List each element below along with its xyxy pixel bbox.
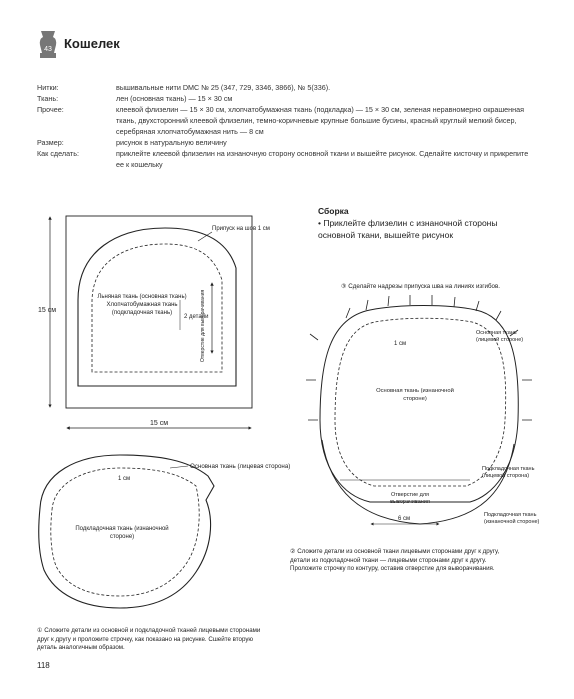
seam-label: 1 см: [394, 341, 407, 347]
lining-label: Подкладочная ткань (изнаночной стороне): [75, 526, 169, 540]
fabric-label: Льняная ткань (основная ткань) Хлопчатобумажная ткань (подкладочная ткань): [97, 294, 187, 316]
spec-value: рисунок в натуральную величину: [116, 138, 227, 147]
seam-label: 1 см: [118, 476, 131, 482]
spec-label: Ткань:: [37, 94, 59, 103]
main-fabric-back-label: Основная ткань (изнаночной стороне): [376, 388, 454, 402]
assembly-section: [318, 205, 528, 241]
spec-value: клеевой флизелин — 15 × 30 см, хлопчатобумажная ткань (подкладка) — 15 × 30 см, зеленая неравномерно окрашенная ткань, двухсторонний клеевой флизелин, темно-коричневые крупные большие бусины, красный круглый мелкий бисер, серебряная хлопчатобумажная нить — 8 см: [116, 105, 524, 136]
spec-label: Как сделать:: [37, 149, 79, 158]
opening-label: Отверстие для выворачивания: [200, 289, 206, 362]
page-number: 118: [37, 661, 50, 670]
height-dimension-label: 15 см: [38, 307, 57, 314]
lining-back-label: Подкладочная ткань (изнаночной стороне): [484, 512, 540, 525]
spec-value: лен (основная ткань) — 15 × 30 см: [116, 94, 233, 103]
step-3-note: ③ Сделайте надрезы припуска шва на линиях изгибов.: [341, 283, 500, 290]
lining-face-label: Подкладочная ткань (лицевой сторона): [482, 466, 535, 479]
opening-label: Отверстие для выворачивания: [390, 492, 430, 505]
assembly-bullet: • Приклейте флизелин с изнаночной стороны основной ткани, вышейте рисунок: [318, 218, 498, 240]
main-fabric-face-label: Основная ткань (лицевой стороне): [476, 330, 524, 343]
step-1-note: ① Сложите детали из основной и подкладочной тканей лицевыми сторонами друг к другу и проложите строчку, как показано на рисунке. Сшейте вторую деталь аналогичным образом.: [37, 627, 261, 651]
purse-half-diagram: [39, 455, 291, 608]
main-fabric-pointer-label: Основная ткань (лицевая сторона): [190, 463, 291, 470]
assembled-purse-diagram: [306, 295, 542, 544]
pattern-piece-diagram: [38, 216, 270, 428]
opening-size-label: 6 см: [398, 516, 411, 522]
assembly-title: Сборка: [318, 206, 349, 216]
step-2-note: ② Сложите детали из основной ткани лицевыми сторонами друг к другу, детали из подкладочной ткани — лицевыми сторонами друг к другу. Проложите строчку по контуру, оставив отверстие для выворачивания.: [290, 548, 500, 572]
spec-value: вышивальные нити DMC № 25 (347, 729, 3346, 3866), № 5(336).: [116, 83, 331, 92]
page-title: Кошелек: [64, 36, 120, 51]
spec-value: приклейте клеевой флизелин на изнаночную сторону основной ткани и вышейте рисунок. Сделайте кисточку и прикрепите ее к кошельку: [116, 149, 529, 169]
piece-count-label: 2 детали: [184, 314, 209, 320]
badge-number: 43: [44, 46, 52, 53]
width-dimension-label: 15 см: [150, 420, 169, 427]
spec-label: Прочее:: [37, 105, 64, 114]
spec-label: Размер:: [37, 138, 64, 147]
spec-label: Нитки:: [37, 83, 59, 92]
seam-allowance-label: Припуск на шов 1 см: [212, 226, 270, 232]
